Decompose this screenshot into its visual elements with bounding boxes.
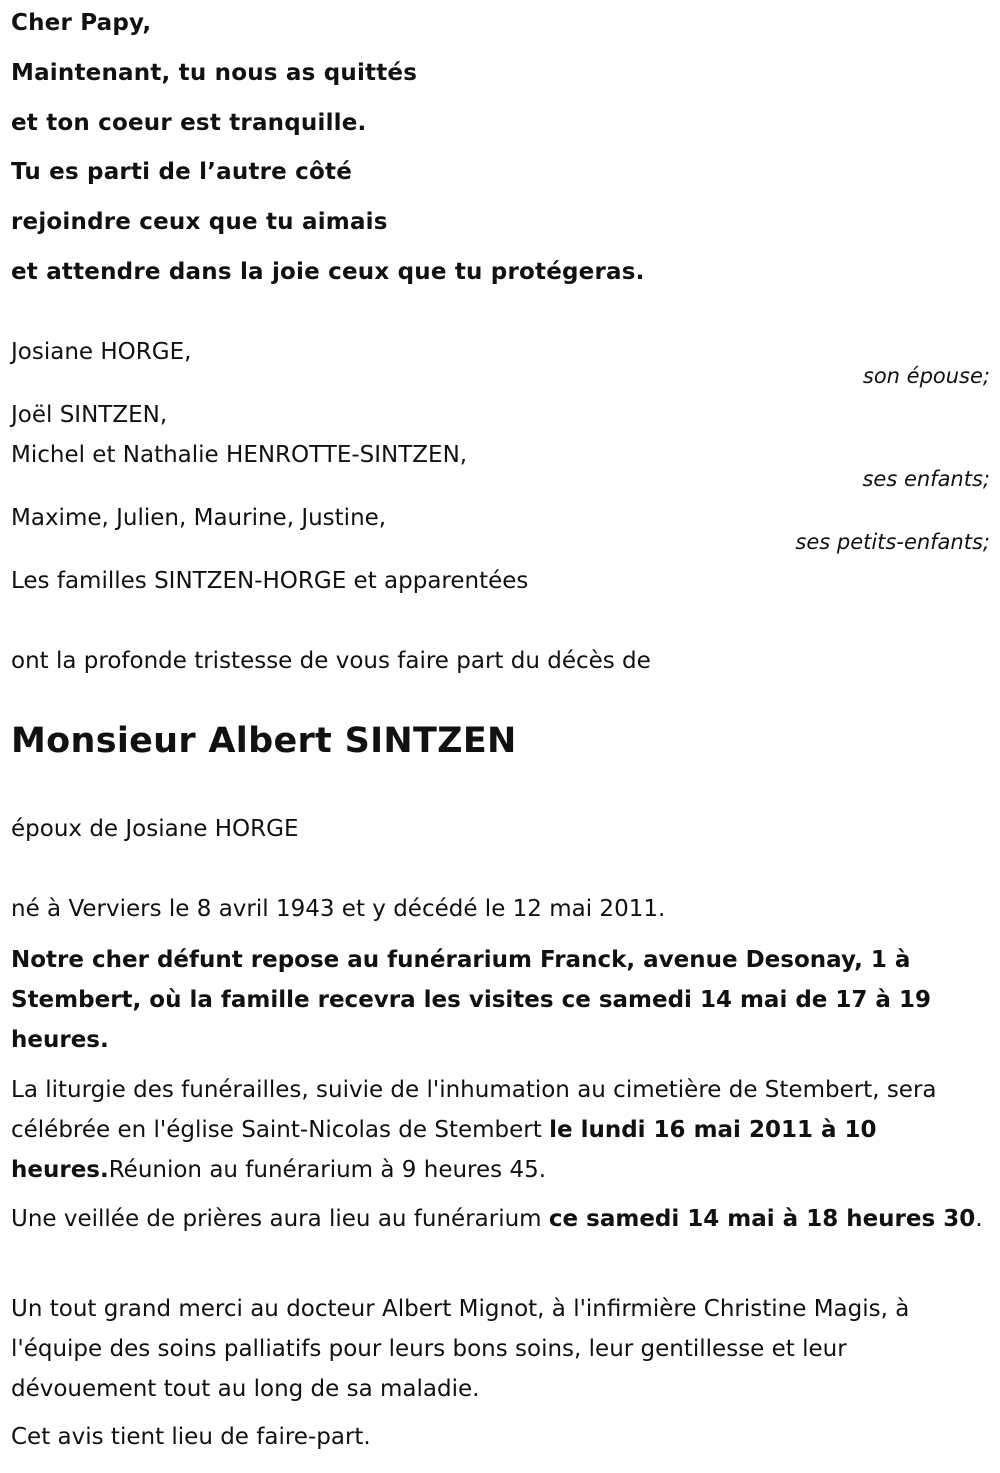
- closing-line: Cet avis tient lieu de faire-part.: [11, 1424, 371, 1450]
- poem-line-5: rejoindre ceux que tu aimais: [11, 209, 388, 235]
- poem-line-6: et attendre dans la joie ceux que tu protégeras.: [11, 259, 645, 285]
- grandchildren-names: Maxime, Julien, Maurine, Justine,: [11, 505, 387, 531]
- wife-role: son épouse;: [862, 364, 990, 388]
- poem-line-4: Tu es parti de l’autre côté: [11, 159, 353, 185]
- liturgy-meeting: Réunion au funérarium à 9 heures 45.: [108, 1157, 547, 1183]
- poem-line-1: Cher Papy,: [11, 10, 152, 36]
- child-name-2: Michel et Nathalie HENROTTE-SINTZEN,: [11, 442, 468, 468]
- deceased-name: Monsieur Albert SINTZEN: [11, 721, 517, 761]
- spouse-line: époux de Josiane HORGE: [11, 816, 299, 842]
- funerarium-paragraph: Notre cher défunt repose au funérarium Franck, avenue Desonay, 1 à Stembert, où la famille recevra les visites ce samedi 14 mai de 17 à 19 heures.: [11, 947, 931, 1053]
- thanks-paragraph: Un tout grand merci au docteur Albert Mignot, à l'infirmière Christine Magis, à l'équipe des soins palliatifs pour leurs bons soins, leur gentillesse et leur dévouement tout au long de sa maladie.: [11, 1296, 910, 1402]
- liturgy-date: le lundi 16 mai 2011 à 10 heures.: [11, 1117, 877, 1183]
- poem-line-3: et ton coeur est tranquille.: [11, 110, 367, 136]
- families-line: Les familles SINTZEN-HORGE et apparentées: [11, 568, 529, 594]
- poem-line-2: Maintenant, tu nous as quittés: [11, 60, 418, 86]
- grandchildren-role: ses petits-enfants;: [795, 530, 990, 554]
- birth-death-line: né à Verviers le 8 avril 1943 et y décédé le 12 mai 2011.: [11, 896, 666, 922]
- vigil-text: Une veillée de prières aura lieu au funérarium: [11, 1206, 549, 1232]
- vigil-date: ce samedi 14 mai à 18 heures 30: [548, 1206, 976, 1232]
- child-name-1: Joël SINTZEN,: [11, 402, 168, 428]
- vigil-end: .: [975, 1206, 983, 1232]
- wife-name: Josiane HORGE,: [11, 339, 192, 365]
- vigil-paragraph: [11, 1199, 993, 1239]
- children-role: ses enfants;: [862, 467, 990, 491]
- liturgy-text: La liturgie des funérailles, suivie de l'inhumation au cimetière de Stembert, sera célébrée en l'église Saint-Nicolas de Stembert: [11, 1077, 937, 1143]
- liturgy-paragraph: [11, 1070, 993, 1190]
- announcement-line: ont la profonde tristesse de vous faire part du décès de: [11, 648, 651, 674]
